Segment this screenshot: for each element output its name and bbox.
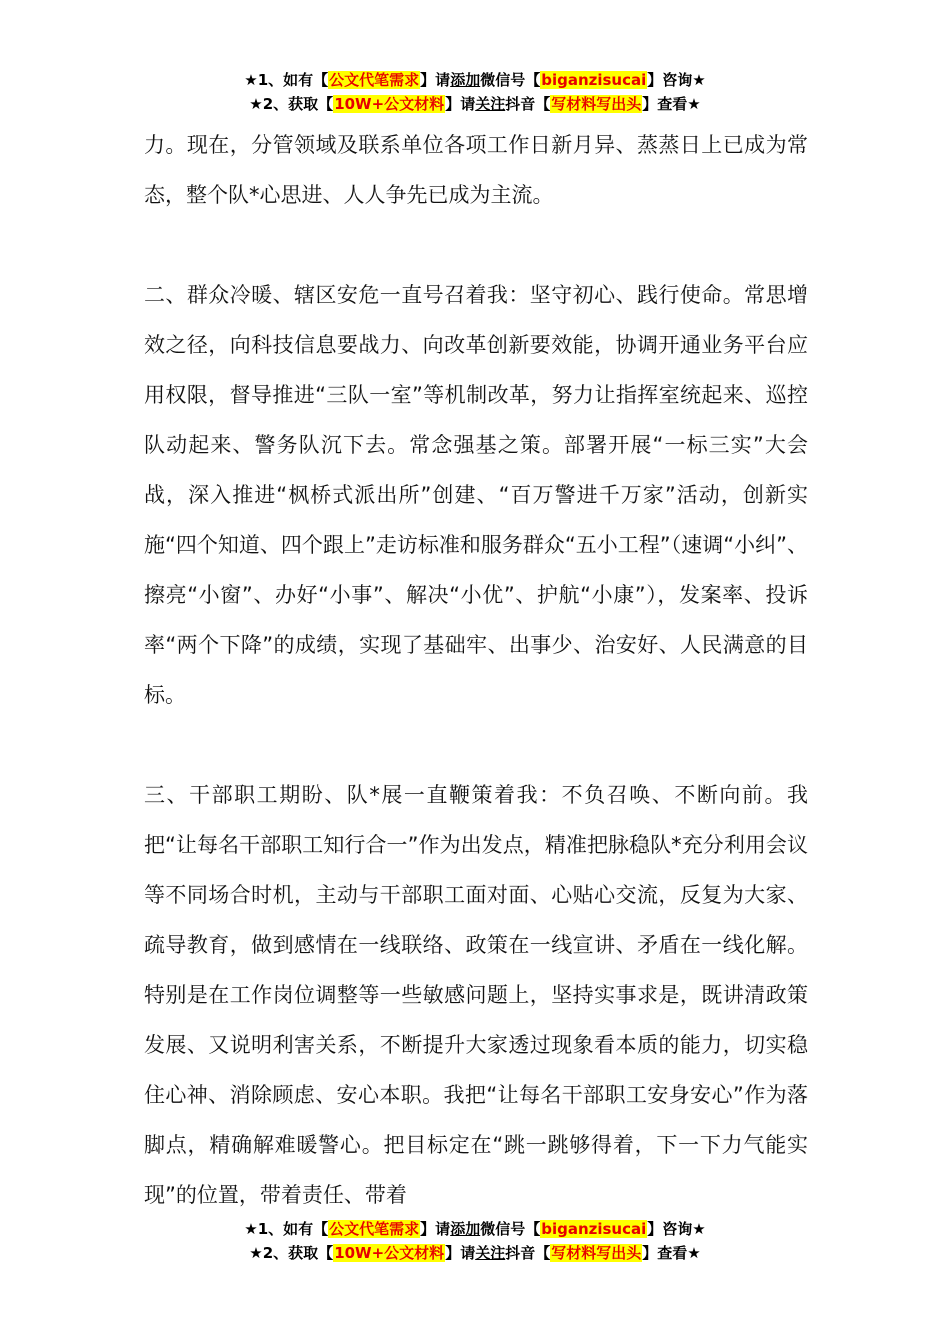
banner-text: ★2、获取【 bbox=[249, 1244, 334, 1262]
paragraph-1: 力。现在，分管领域及联系单位各项工作日新月异、蒸蒸日上已成为常态，整个队*心思进、人人争先已成为主流。 bbox=[144, 133, 808, 207]
header-banner bbox=[0, 68, 950, 116]
banner-text: ★1、如有【 bbox=[244, 1220, 329, 1238]
banner-highlight: 公文代笔需求 bbox=[329, 71, 420, 89]
banner-highlight: 写材料写出头 bbox=[551, 1244, 642, 1262]
paragraph-3: 三、干部职工期盼、队*展一直鞭策着我：不负召唤、不断向前。我把“让每名干部职工知行合一”作为出发点，精准把脉稳队*充分利用会议等不同场合时机，主动与干部职工面对面、心贴心交流，反复为大家、疏导教育，做到感情在一线联络、政策在一线宣讲、矛盾在一线化解。特别是在工作岗位调整等一些敏感问题上，坚持实事求是，既讲清政策发展、又说明利害关系，不断提升大家透过现象看本质的能力，切实稳住心神、消除顾虑、安心本职。我把“让每名干部职工安身安心”作为落脚点，精确解难暖警心。把目标定在“跳一跳够得着，下一下力气能实现”的位置，带着责任、带着 bbox=[144, 783, 808, 1207]
document-body bbox=[144, 120, 808, 1220]
banner-text: 】请 bbox=[420, 1220, 451, 1238]
banner-line-2 bbox=[0, 92, 950, 116]
banner-text: 抖音【 bbox=[505, 95, 551, 113]
paragraph-2: 二、群众冷暖、辖区安危一直号召着我：坚守初心、践行使命。常思增效之径，向科技信息要战力、向改革创新要效能，协调开通业务平台应用权限，督导推进“三队一室”等机制改革，努力让指挥室统起来、巡控队动起来、警务队沉下去。常念强基之策。部署开展“一标三实”大会战，深入推进“枫桥式派出所”创建、“百万警进千万家”活动，创新实施“四个知道、四个跟上”走访标准和服务群众“五小工程”（速调“小纠”、擦亮“小窗”、办好“小事”、解决“小优”、护航“小康”），发案率、投诉率“两个下降”的成绩，实现了基础牢、出事少、治安好、人民满意的目标。 bbox=[144, 283, 808, 707]
banner-highlight: 写材料写出头 bbox=[551, 95, 642, 113]
banner-highlight: 公文代笔需求 bbox=[329, 1220, 420, 1238]
banner-underline: 关注 bbox=[475, 95, 506, 113]
banner-text: ★2、获取【 bbox=[249, 95, 334, 113]
banner-highlight: 10W+公文材料 bbox=[334, 1244, 445, 1262]
paragraph-gap bbox=[144, 220, 808, 270]
paragraph-gap bbox=[144, 720, 808, 770]
banner-text: 】查看★ bbox=[642, 95, 701, 113]
banner-highlight: biganzisucai bbox=[541, 1220, 647, 1238]
banner-line-1 bbox=[0, 1217, 950, 1241]
banner-text: 微信号【 bbox=[480, 1220, 541, 1238]
banner-highlight: 10W+公文材料 bbox=[334, 95, 445, 113]
banner-text: 抖音【 bbox=[505, 1244, 551, 1262]
banner-text: 】咨询★ bbox=[647, 1220, 706, 1238]
banner-text: 】请 bbox=[445, 1244, 476, 1262]
banner-text: 】请 bbox=[420, 71, 451, 89]
banner-text: ★1、如有【 bbox=[244, 71, 329, 89]
footer-banner bbox=[0, 1217, 950, 1265]
banner-line-2 bbox=[0, 1241, 950, 1265]
banner-underline: 添加 bbox=[450, 71, 481, 89]
banner-text: 】查看★ bbox=[642, 1244, 701, 1262]
banner-text: 微信号【 bbox=[480, 71, 541, 89]
banner-underline: 关注 bbox=[475, 1244, 506, 1262]
banner-underline: 添加 bbox=[450, 1220, 481, 1238]
banner-line-1 bbox=[0, 68, 950, 92]
banner-text: 】请 bbox=[445, 95, 476, 113]
banner-highlight: biganzisucai bbox=[541, 71, 647, 89]
banner-text: 】咨询★ bbox=[647, 71, 706, 89]
